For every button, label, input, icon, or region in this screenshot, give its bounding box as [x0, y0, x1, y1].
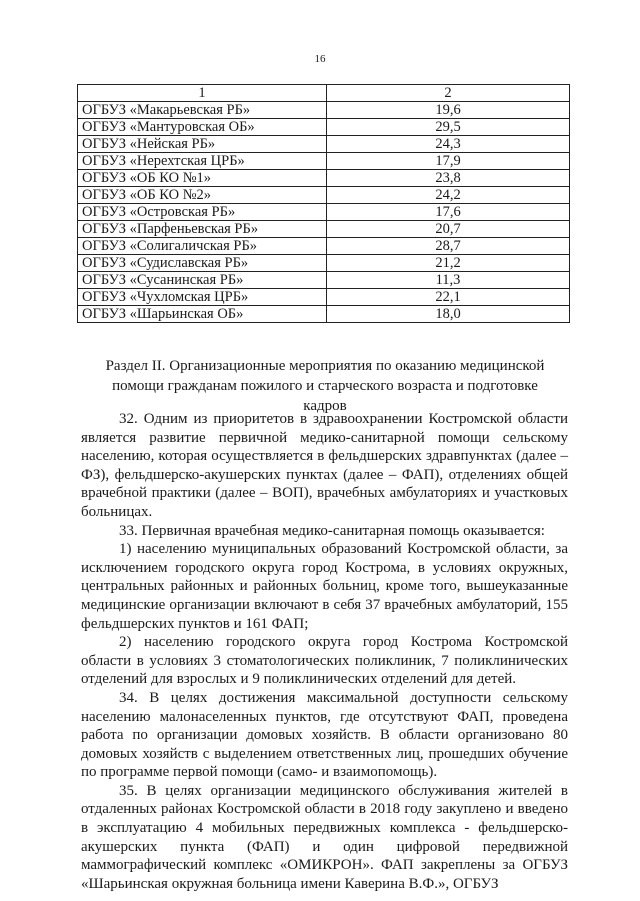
row-value: 24,3: [327, 136, 570, 153]
row-name: ОГБУЗ «Чухломская ЦРБ»: [78, 289, 327, 306]
row-name: ОГБУЗ «Судиславская РБ»: [78, 255, 327, 272]
row-name: ОГБУЗ «Нейская РБ»: [78, 136, 327, 153]
column-header-2: 2: [327, 85, 570, 102]
table-row: [78, 136, 570, 153]
row-value: 20,7: [327, 221, 570, 238]
table-row: [78, 221, 570, 238]
table-row: [78, 272, 570, 289]
paragraph-34: 34. В целях достижения максимальной доступности сельскому населению малонаселенных пунктов, где отсутствуют ФАП, проведена работа по организации домовых хозяйств. В области организовано 80 домовых хозяйств с выделением ответственных лиц, прошедших обучение по программе первой помощи (само- и взаимопомощь).: [81, 689, 568, 781]
table-row: [78, 306, 570, 323]
body-text: [81, 410, 568, 893]
row-value: 22,1: [327, 289, 570, 306]
row-value: 23,8: [327, 170, 570, 187]
row-name: ОГБУЗ «Шарьинская ОБ»: [78, 306, 327, 323]
row-name: ОГБУЗ «Нерехтская ЦРБ»: [78, 153, 327, 170]
row-value: 17,9: [327, 153, 570, 170]
row-name: ОГБУЗ «Солигаличская РБ»: [78, 238, 327, 255]
table-row: [78, 255, 570, 272]
table-row: [78, 102, 570, 119]
section-title-line-1: Раздел II. Организационные мероприятия по оказанию медицинской: [105, 358, 545, 374]
table-header-row: [78, 85, 570, 102]
paragraph-33-item-2: 2) населению городского округа город Кострома Костромской области в условиях 3 стоматологических поликлиник, 7 поликлинических отделений для взрослых и 9 поликлинических отделений для детей.: [81, 634, 568, 688]
paragraph-33: 33. Первичная врачебная медико-санитарная помощь оказывается:: [119, 522, 545, 539]
row-value: 18,0: [327, 306, 570, 323]
row-value: 21,2: [327, 255, 570, 272]
row-name: ОГБУЗ «Мантуровская ОБ»: [78, 119, 327, 136]
section-title: [90, 356, 560, 416]
row-value: 17,6: [327, 204, 570, 221]
row-name: ОГБУЗ «Макарьевская РБ»: [78, 102, 327, 119]
row-name: ОГБУЗ «ОБ КО №1»: [78, 170, 327, 187]
paragraph-33-item-1: 1) населению муниципальных образований Костромской области, за исключением городского округа город Кострома, в условиях окружных, центральных районных и районных больниц, кроме того, вышеуказанные медицинские организации включают в себя 37 врачебных амбулаторий, 155 фельдшерских пунктов и 161 ФАП;: [81, 541, 568, 632]
table-row: [78, 187, 570, 204]
paragraph-32: 32. Одним из приоритетов в здравоохранении Костромской области является развитие первичной медико-санитарной помощи сельскому населению, которая осуществляется в фельдшерских здравпунктах (далее – ФЗ), фельдшерско-акушерских пунктах (далее – ФАП), отделениях общей врачебной практики (далее – ВОП), врачебных амбулаториях и участковых больницах.: [81, 411, 568, 520]
table-row: [78, 289, 570, 306]
table-row: [78, 204, 570, 221]
table-row: [78, 153, 570, 170]
row-name: ОГБУЗ «Сусанинская РБ»: [78, 272, 327, 289]
row-name: ОГБУЗ «Парфеньевская РБ»: [78, 221, 327, 238]
table-row: [78, 238, 570, 255]
hospital-table: [77, 84, 570, 323]
row-name: ОГБУЗ «ОБ КО №2»: [78, 187, 327, 204]
row-value: 29,5: [327, 119, 570, 136]
row-value: 19,6: [327, 102, 570, 119]
page-number: 16: [314, 53, 326, 65]
row-value: 24,2: [327, 187, 570, 204]
row-value: 11,3: [327, 272, 570, 289]
table-row: [78, 119, 570, 136]
column-header-1: 1: [78, 85, 327, 102]
paragraph-35: 35. В целях организации медицинского обслуживания жителей в отдаленных районах Костромской области в 2018 году закуплено и введено в эксплуатацию 4 мобильных передвижных комплекса - фельдшерско-акушерских пункта (ФАП) и один цифровой передвижной маммографический комплекс «ОМИКРОН». ФАП закреплены за ОГБУЗ «Шарьинская окружная больница имени Каверина В.Ф.», ОГБУЗ: [81, 782, 568, 892]
section-title-line-2: помощи гражданам пожилого и старческого возраста и подготовке кадров: [112, 378, 538, 414]
table-row: [78, 170, 570, 187]
row-value: 28,7: [327, 238, 570, 255]
row-name: ОГБУЗ «Островская РБ»: [78, 204, 327, 221]
